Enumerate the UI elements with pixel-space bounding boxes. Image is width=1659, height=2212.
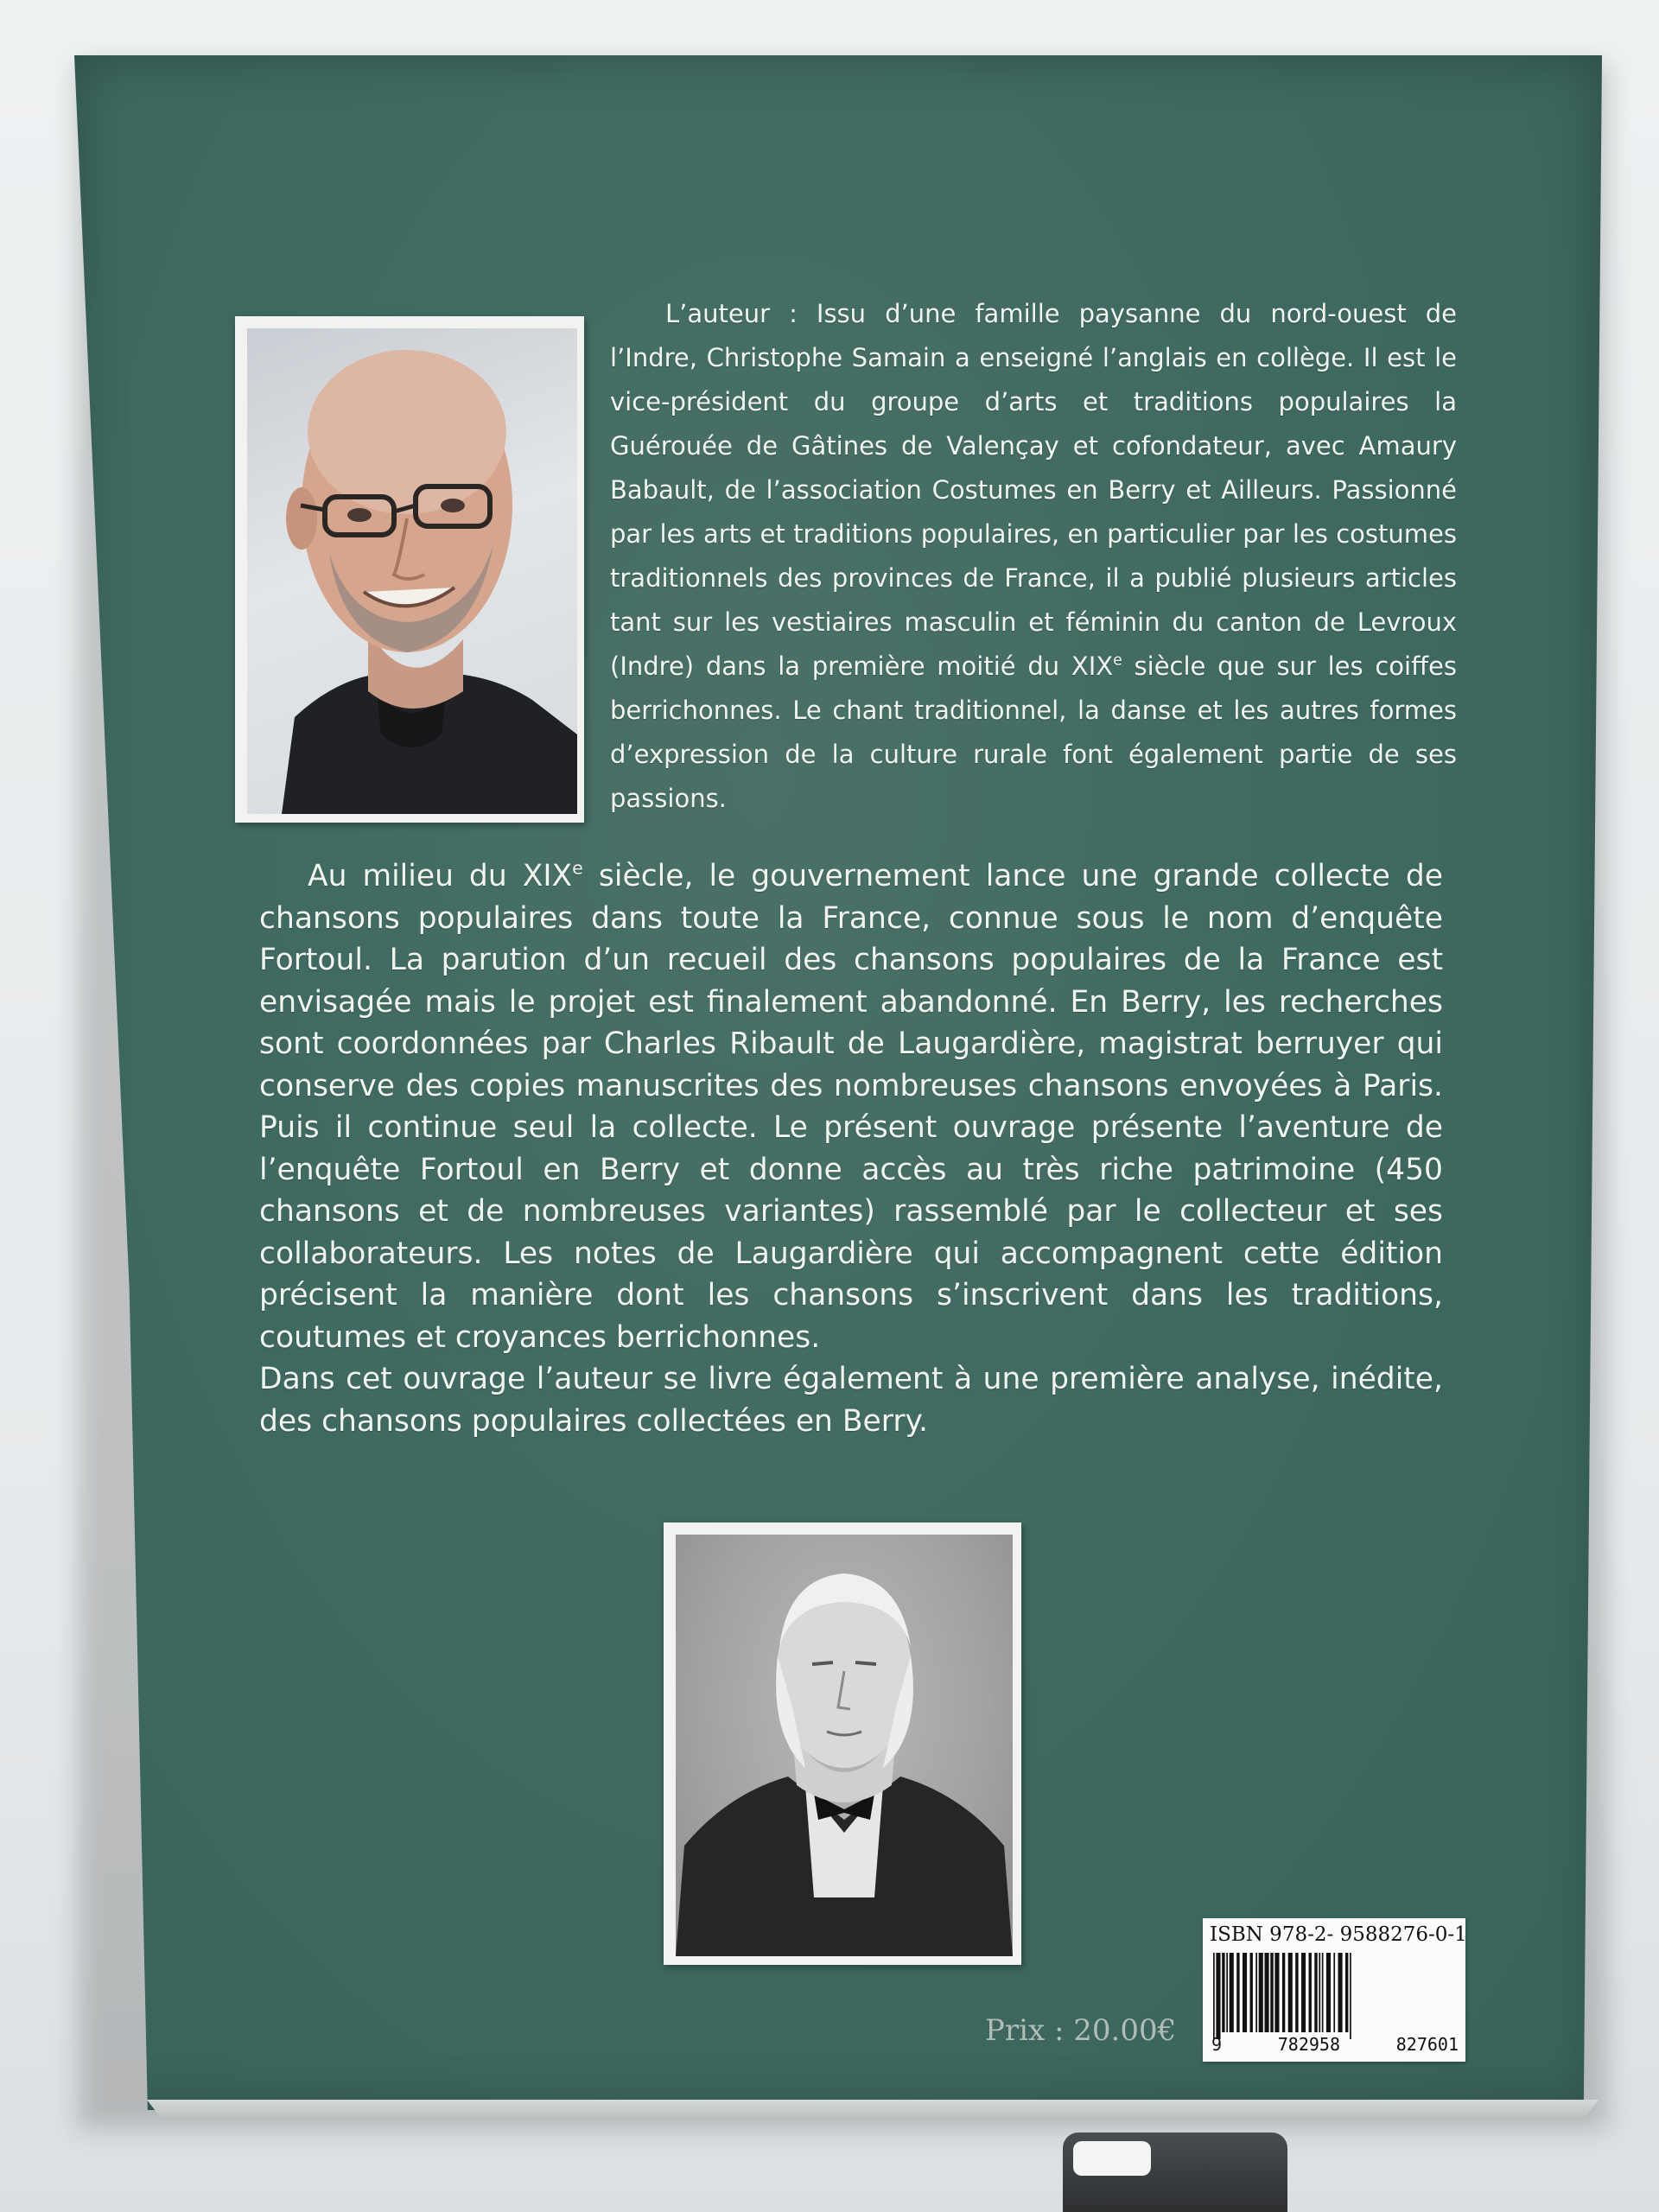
- barcode-bar: [1259, 1953, 1263, 2032]
- book-pages-edge: [147, 2100, 1599, 2119]
- barcode-bar: [1338, 1953, 1343, 2032]
- summary-century-suffix: e: [572, 857, 583, 879]
- barcode-bar: [1226, 1953, 1228, 2032]
- barcode-bar: [1314, 1953, 1317, 2032]
- laugardiere-portrait-icon: [676, 1535, 1013, 1956]
- barcode-bar: [1295, 1953, 1298, 2032]
- summary-century: XIX: [522, 859, 573, 893]
- isbn-barcode: [1203, 1918, 1465, 2062]
- author-bio: [610, 292, 1457, 821]
- barcode-bar: [1250, 1953, 1253, 2032]
- barcode-bar: [1322, 1953, 1324, 2032]
- barcode-digit-group: 827601: [1395, 2034, 1459, 2055]
- barcode-bar: [1301, 1953, 1306, 2032]
- barcode-bars: [1211, 1953, 1459, 2039]
- price-label: Prix : 20.00€: [985, 2013, 1177, 2048]
- barcode-digits: [1211, 2034, 1459, 2055]
- author-photo: [235, 316, 584, 823]
- barcode-bar: [1345, 1953, 1348, 2032]
- barcode-bar: [1216, 1953, 1220, 2039]
- book-stand-notch: [1073, 2141, 1151, 2176]
- barcode-bar: [1309, 1953, 1312, 2032]
- barcode-bar: [1326, 1953, 1331, 2032]
- bio-century: XIX: [1071, 652, 1114, 681]
- book-summary: [259, 855, 1443, 1442]
- barcode-bar: [1282, 1953, 1285, 2032]
- bio-text: L’auteur : Issu d’une famille paysanne du nord-ouest de l’Indre, Christophe Samain a enseigné l’anglais en collège. Il est le vice-président du groupe d’arts et traditions populaires la Guérouée de Gâtines de Valençay et cofondateur, avec Amaury Babault, de l’association Costumes en Berry et Ailleurs. Passionné par les arts et traditions populaires, en particulier par les costumes traditionnels des provinces de France, il a publié plusieurs articles tant sur les vestiaires masculin et féminin du canton de Levroux (Indre) dans la première moitié du: [610, 299, 1457, 681]
- author-portrait-icon: [247, 328, 577, 814]
- barcode-bar: [1230, 1953, 1234, 2032]
- barcode-bar: [1265, 1953, 1269, 2032]
- barcode-bar: [1270, 1953, 1273, 2032]
- summary-text-rest: siècle, le gouvernement lance une grande collecte de chansons populaires dans toute la France, connue sous le nom d’enquête Fortoul. La parution d’un recueil des chansons populaires de la France est envisagée mais le projet est finalement abandonné. En Berry, les recherches sont coordonnées par Charles Ribault de Laugardière, magistrat berruyer qui conserve des copies manuscrites des nombreuses chansons envoyées à Paris. Puis il continue seul la collecte. Le présent ouvrage présente l’aventure de l’enquête Fortoul en Berry et donne accès au très riche patrimoine (450 chansons et de nombreuses variantes) rassemblé par le collecteur et ses collaborateurs. Les notes de Laugardière qui accompagnent cette édition précisent la manière dont les chansons s’inscrivent dans les traditions, coutumes et croyances berrichonnes.: [259, 859, 1443, 1355]
- isbn-label: ISBN 978-2- 9588276-0-1: [1210, 1923, 1467, 1946]
- barcode-bar: [1222, 1953, 1224, 2032]
- barcode-bar: [1243, 1953, 1247, 2032]
- bio-text-end: siècle que sur les coiffes berrichonnes. Le chant traditionnel, la danse et les autres formes d’expression de la culture rurale font également partie de ses passions.: [610, 652, 1457, 813]
- summary-closing-paragraph: Dans cet ouvrage l’auteur se livre également à une première analyse, inédite, des chansons populaires collectées en Berry.: [259, 1362, 1443, 1439]
- barcode-bar: [1350, 1953, 1351, 2039]
- summary-text-start: Au milieu du: [308, 859, 523, 893]
- barcode-bar: [1255, 1953, 1257, 2032]
- barcode-bar: [1213, 1953, 1215, 2039]
- barcode-bar: [1274, 1953, 1279, 2032]
- barcode-bar: [1333, 1953, 1335, 2032]
- barcode-digit-group: 9: [1211, 2034, 1223, 2055]
- barcode-bar: [1319, 1953, 1320, 2032]
- laugardiere-photo: [664, 1522, 1021, 1965]
- barcode-digit-group: 782958: [1277, 2034, 1341, 2055]
- bio-century-suffix: e: [1113, 652, 1122, 670]
- barcode-bar: [1288, 1953, 1293, 2032]
- barcode-bar: [1236, 1953, 1239, 2032]
